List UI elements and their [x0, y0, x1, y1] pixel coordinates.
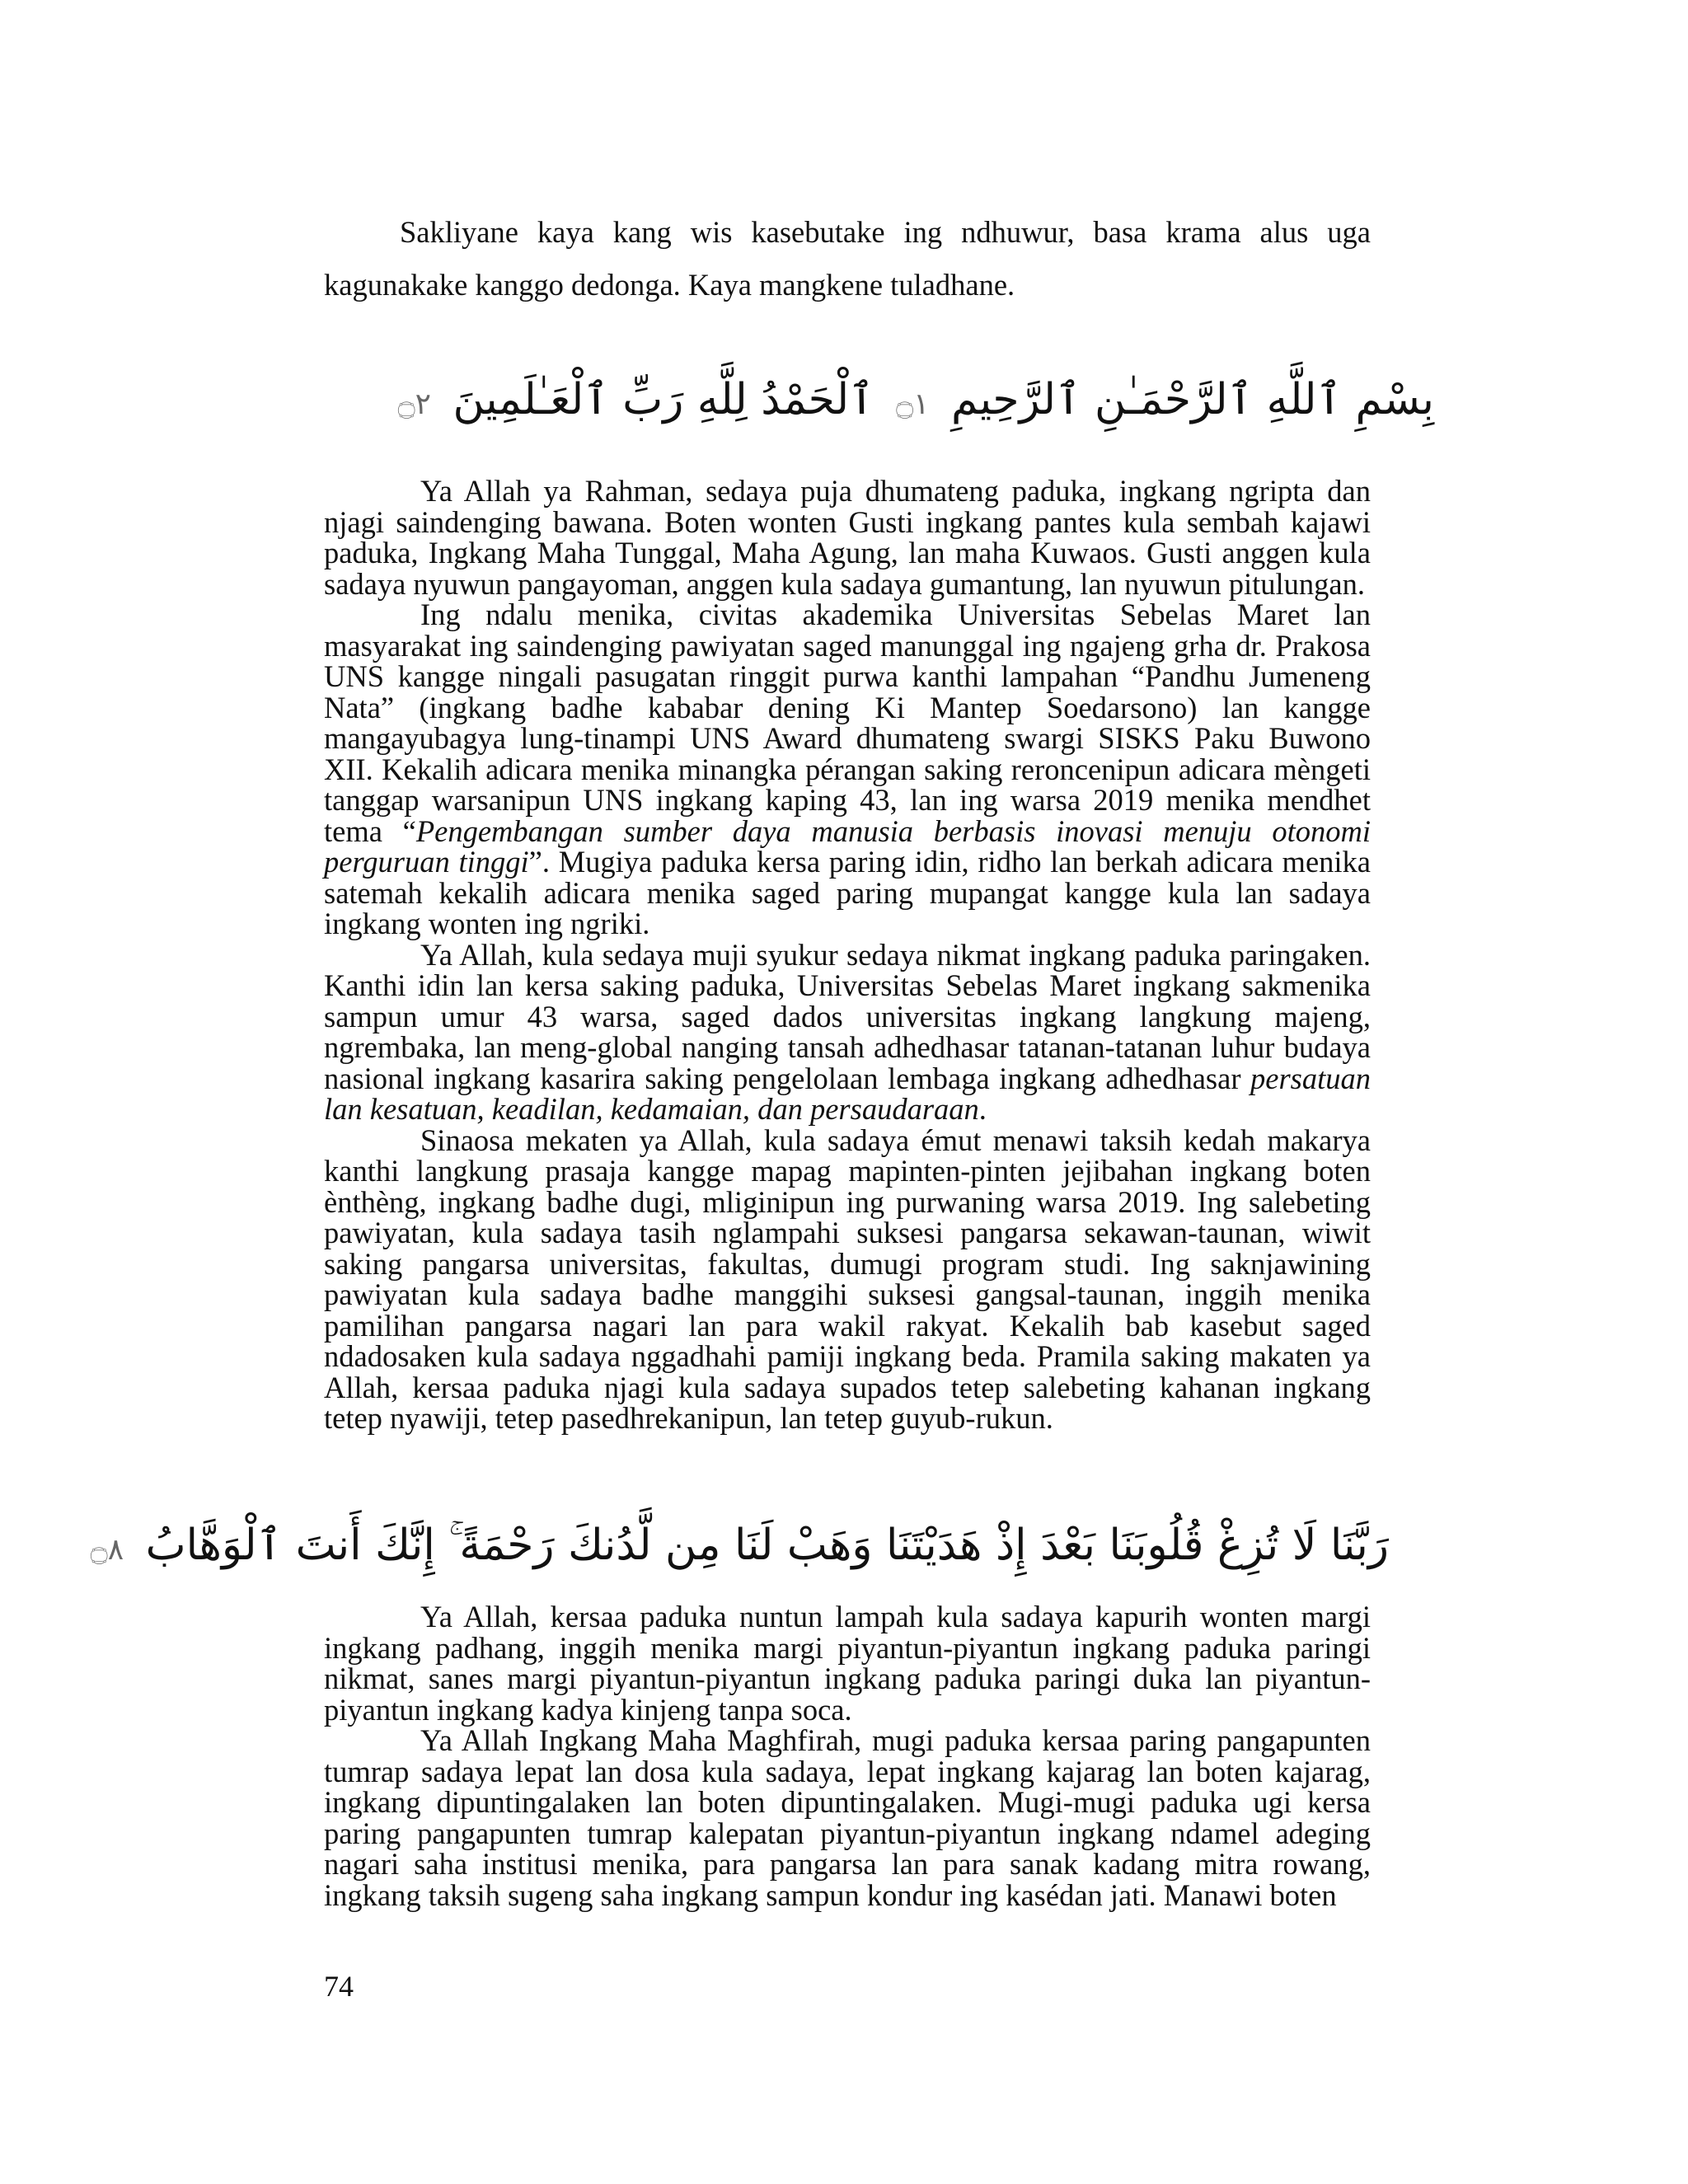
arabic-text-rabbana: رَبَّنَا لَا تُزِغْ قُلُوبَنَا بَعْدَ إِذْ هَدَيْتَنَا وَهَبْ لَنَا مِن لَّدُنكَ رَحْمَةً ۚ إِنَّكَ أَنتَ ٱلْوَهَّابُ — [145, 1521, 1389, 1570]
body-paragraph: Sinaosa mekaten ya Allah, kula sadaya émut menawi taksih kedah makarya kanthi langkung prasaja kangge mapag mapinten-pinten jejibahan ingkang boten ènthèng, ingkang badhe dugi, mliginipun ing purwaning warsa 2019. Ing salebeting pawiyatan, kula sadaya tasih nglampahi suksesi pangarsa sekawan-taunan, wiwit saking pangarsa universitas, fakultas, dumugi program studi. Ing saknjawining pawiyatan kula sadaya badhe manggihi suksesi gangsal-taunan, inggih menika pamilihan pangarsa nagari lan para wakil rakyat. Kekalih bab kasebut saged ndadosaken kula sadaya nggadhahi pamiji ingkang beda. Pramila saking makaten ya Allah, kersaa paduka njagi kula sadaya supados tetep salebeting kahanan ingkang tetep nyawiji, tetep pasedhrekanipun, lan tetep guyub-rukun. — [324, 1122, 1371, 1435]
ayah-number-marker: ۝٢ — [397, 387, 431, 421]
paragraph-text: Ing ndalu menika, civitas akademika Universitas Sebelas Maret lan masyarakat ing saindenging pawiyatan saged manunggal ing ngajeng grha dr. Prakosa UNS kangge ningali pasugatan ringgit purwa kanthi lampahan “Pandhu Jumeneng Nata” (ingkang badhe kababar dening Ki Mantep Soedarsono) lan kangge mangayubagya lung-tinampi UNS Award dhumateng swargi SISKS Paku Buwono XII. Kekalih adicara menika minangka pérangan saking reroncenipun adicara mèngeti tanggap warsanipun UNS ingkang kaping 43, lan ing warsa 2019 menika mendhet tema “ — [324, 598, 1371, 848]
prayer-body-second — [324, 1601, 1371, 1910]
arabic-text-basmala: بِسْمِ ٱللَّهِ ٱلرَّحْمَـٰنِ ٱلرَّحِيمِ — [951, 375, 1434, 424]
paragraph-text: Ya Allah, kula sedaya muji syukur sedaya nikmat ingkang paduka paringaken. Kanthi idin lan kersa saking paduka, Universitas Sebelas Maret ingkang sakmenika sampun umur 43 warsa, saged dados universitas ingkang langkung majeng, ngrembaka, lan meng-global nanging tansah adhedhasar tatanan-tatanan luhur budaya nasional ingkang kasarira saking pengelolaan lembaga ingkang adhedhasar — [324, 937, 1371, 1095]
body-paragraph — [324, 599, 1371, 940]
body-paragraph: Ya Allah Ingkang Maha Maghfirah, mugi paduka kersaa paring pangapunten tumrap sadaya lepat lan dosa kula sadaya, lepat ingkang kajarag lan boten kajarag, ingkang dipuntingalaken lan boten dipuntingalaken. Mugi-mugi paduka ugi kersa paring pangapunten tumrap kalepatan piyantun-piyantun ingkang ndamel adeging nagari saha institusi menika, para pangarsa lan para sanak kadang mitra rowang, ingkang taksih sugeng saha ingkang sampun kondur ing kasédan jati. Manawi boten — [324, 1723, 1371, 1912]
ayah-number-marker: ۝٨ — [90, 1533, 124, 1567]
arabic-verse-rabbana — [90, 1508, 1389, 1587]
paragraph-text: . — [978, 1092, 987, 1126]
body-paragraph — [324, 937, 1371, 1126]
page-number: 74 — [324, 1970, 354, 2003]
arabic-verse-basmala — [397, 363, 1434, 442]
body-paragraph: Ya Allah, kersaa paduka nuntun lampah kula sadaya kapurih wonten margi ingkang padhang, inggih menika margi piyantun-piyantun ingkang paduka paringi nikmat, sanes margi piyantun-piyantun ingkang paduka paringi duka lan piyantun-piyantun ingkang kadya kinjeng tanpa soca. — [324, 1600, 1371, 1727]
italic-theme-text: Pengembangan sumber daya manusia berbasis inovasi menuju otonomi perguruan tinggi — [324, 813, 1371, 879]
ayah-number-marker: ۝١ — [896, 387, 930, 421]
paragraph-text: ”. Mugiya paduka kersa paring idin, ridho lan berkah adicara menika satemah kekalih adicara menika saged paring mupangat kangge kula lan sadaya ingkang wonten ing ngriki. — [324, 845, 1371, 940]
intro-paragraph: Sakliyane kaya kang wis kasebutake ing ndhuwur, basa krama alus uga kagunakake kanggo dedonga. Kaya mangkene tuladhane. — [324, 215, 1371, 302]
italic-values-text: persatuan lan kesatuan, keadilan, kedamaian, dan persaudaraan — [324, 1061, 1371, 1126]
body-paragraph: Ya Allah ya Rahman, sedaya puja dhumateng paduka, ingkang ngripta dan njagi saindenging bawana. Boten wonten Gusti ingkang pantes kula sembah kajawi paduka, Ingkang Maha Tunggal, Maha Agung, lan maha Kuwaos. Gusti anggen kula sadaya nyuwun pangayoman, anggen kula sadaya gumantung, lan nyuwun pitulungan. — [324, 474, 1371, 601]
arabic-text-hamdalah: ٱلْحَمْدُ لِلَّهِ رَبِّ ٱلْعَـٰلَمِينَ — [452, 375, 874, 424]
prayer-body-first — [324, 476, 1371, 1434]
